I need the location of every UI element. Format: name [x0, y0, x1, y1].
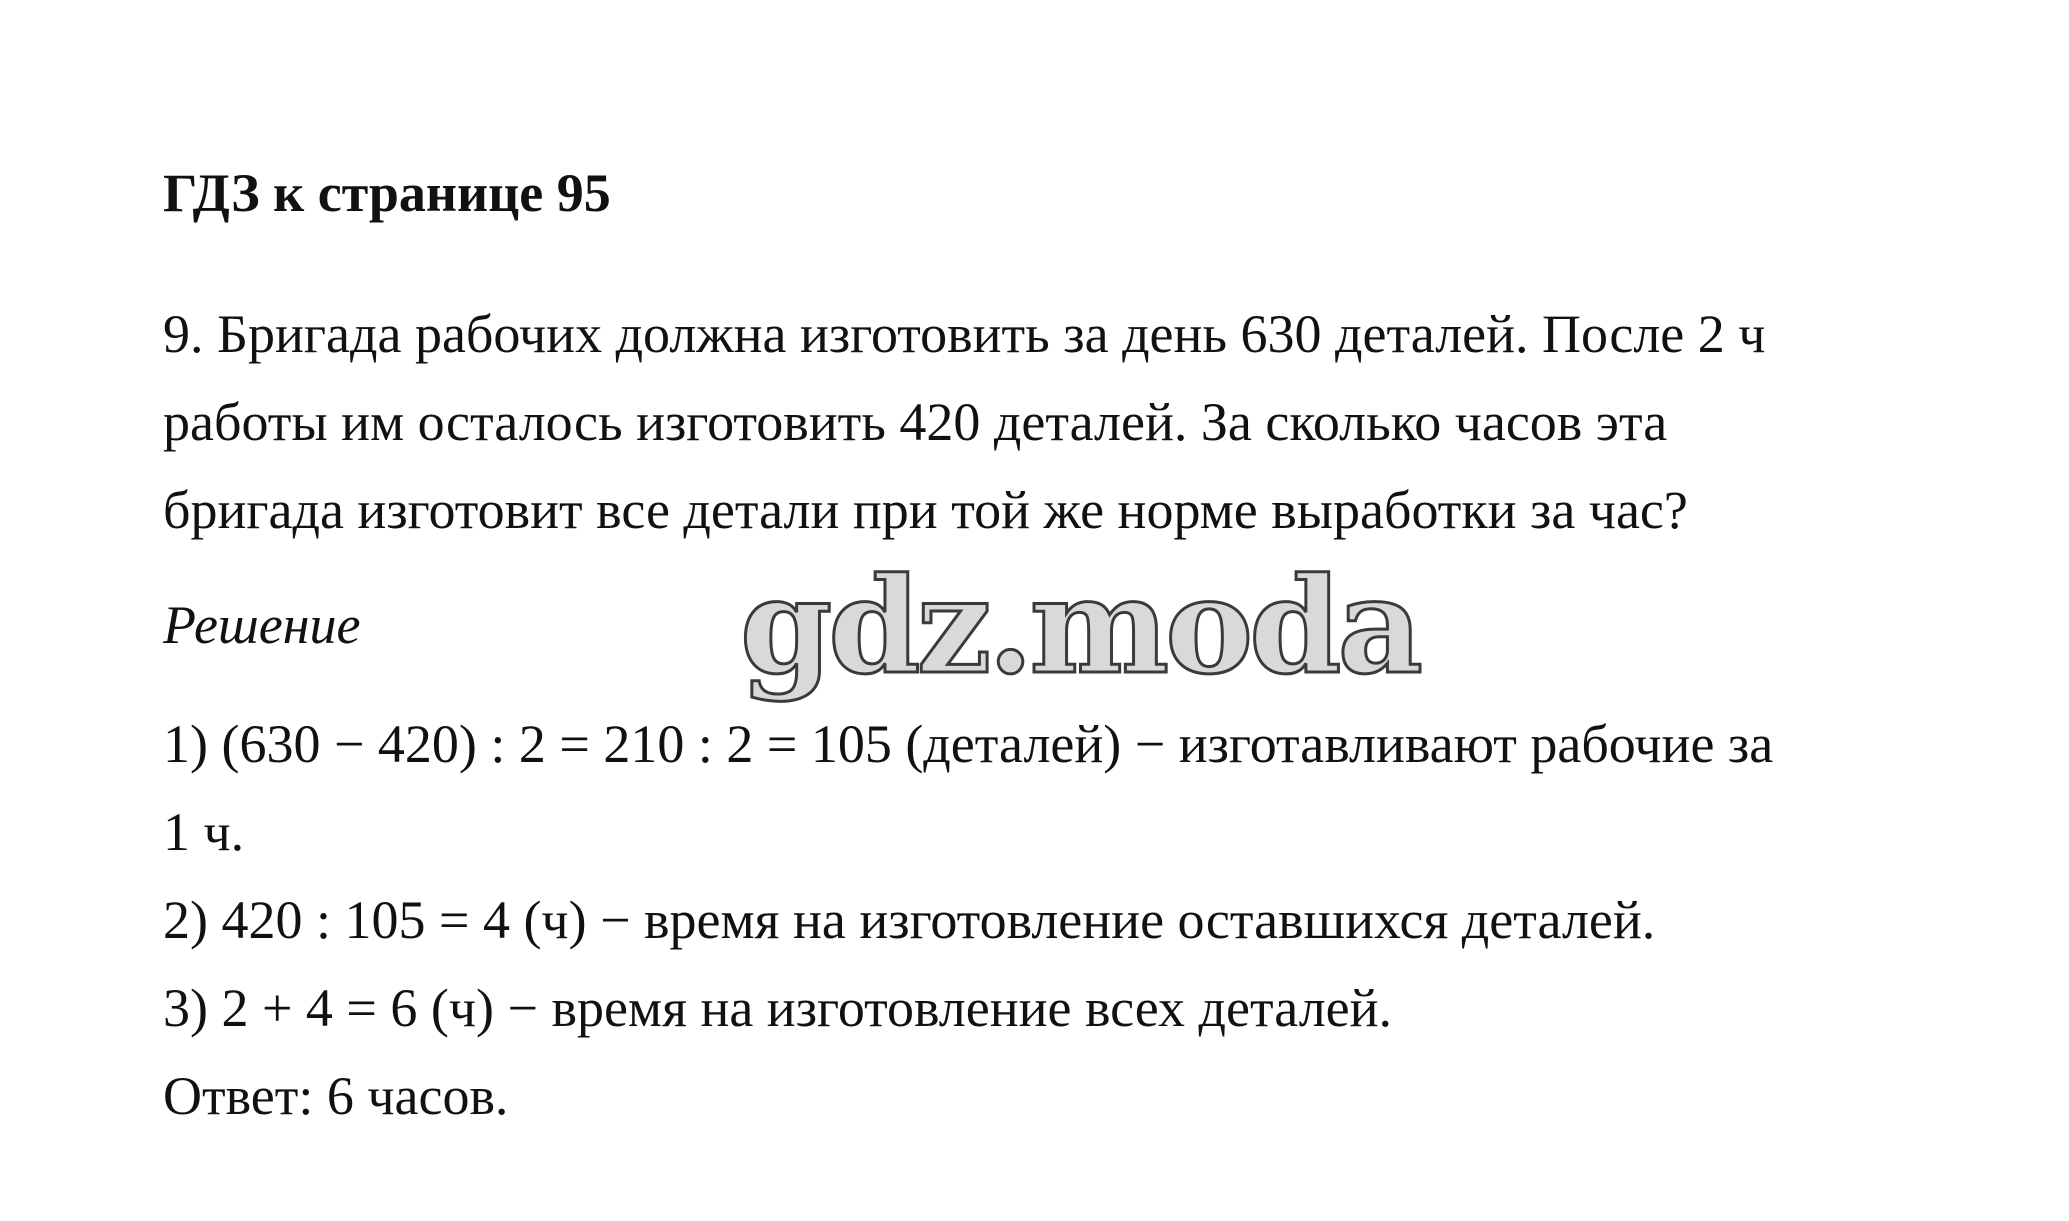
answer-line: Ответ: 6 часов.	[163, 1066, 509, 1126]
problem-statement	[163, 290, 1963, 554]
solution-step: 1) (630 − 420) : 2 = 210 : 2 = 105 (деталей) − изготавливают рабочие за	[163, 714, 1774, 774]
solution-steps	[163, 700, 1963, 1140]
problem-line: работы им осталось изготовить 420 деталей. За сколько часов эта	[163, 392, 1668, 452]
solution-step: 3) 2 + 4 = 6 (ч) − время на изготовление всех деталей.	[163, 978, 1393, 1038]
solution-label: Решение	[163, 595, 361, 655]
solution-step: 2) 420 : 105 = 4 (ч) − время на изготовление оставшихся деталей.	[163, 890, 1656, 950]
watermark-logo	[740, 549, 1420, 710]
watermark-text: gdz.moda	[740, 549, 1420, 704]
page-heading: ГДЗ к странице 95	[163, 163, 611, 223]
problem-line: 9. Бригада рабочих должна изготовить за день 630 деталей. После 2 ч	[163, 304, 1766, 364]
problem-line: бригада изготовит все детали при той же норме выработки за час?	[163, 480, 1688, 540]
solution-step: 1 ч.	[163, 802, 245, 862]
